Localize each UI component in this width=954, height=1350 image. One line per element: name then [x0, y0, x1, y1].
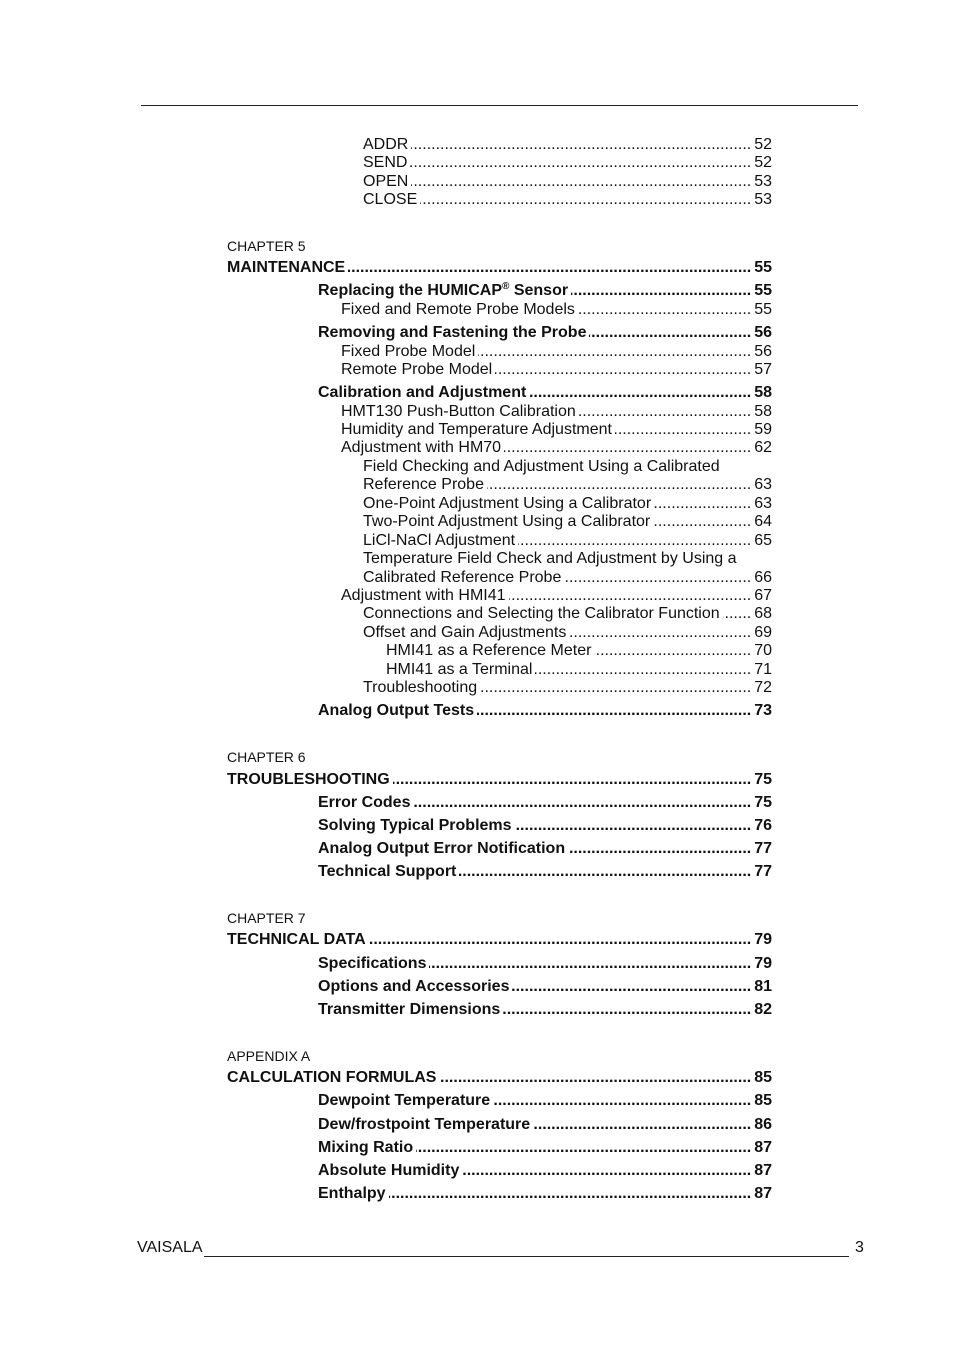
toc-entry-lead-line [0, 458, 772, 476]
dot-leader [369, 931, 752, 949]
toc-entry-title [363, 191, 417, 209]
chapter-label [0, 909, 772, 927]
dot-leader [723, 605, 752, 623]
toc-entry-title-line: Field Checking and Adjustment Using a Calibrated [363, 457, 720, 475]
toc-entry-title-text: Error Codes [318, 793, 411, 811]
toc-entry-title-text: Calibration and Adjustment [318, 384, 527, 402]
toc-entry-title-text: Two-Point Adjustment Using a Calibrator [363, 513, 651, 531]
toc-entry [0, 421, 772, 439]
toc-entry-title [318, 863, 456, 881]
toc-entry-page: 55 [754, 300, 772, 318]
toc-entry-title-text: Mixing Ratio [318, 1138, 414, 1156]
toc-entry-title [318, 978, 509, 996]
toc-entry-title [227, 771, 390, 789]
toc-entry-page: 55 [754, 282, 772, 300]
dot-leader [348, 259, 751, 277]
toc-entry [0, 817, 772, 835]
chapter-label [0, 1047, 772, 1065]
dot-leader [429, 955, 751, 973]
dot-leader [518, 532, 751, 550]
toc-entry-title-text: CALCULATION FORMULAS [227, 1069, 437, 1087]
toc-entry-page: 52 [754, 154, 772, 172]
dot-leader [579, 403, 751, 421]
dot-leader [615, 421, 751, 439]
toc-entry-title-text: Transmitter Dimensions [318, 1001, 501, 1018]
toc-entry-title [318, 1139, 413, 1157]
dot-leader [462, 1162, 751, 1180]
toc-entry-title [363, 532, 515, 550]
toc-entry-page: 85 [754, 1069, 772, 1087]
toc-entry-title [318, 324, 586, 342]
toc-entry-title-text: One-Point Adjustment Using a Calibrator [363, 494, 652, 512]
toc-entry-page: 71 [754, 660, 772, 678]
dot-leader [411, 173, 751, 191]
toc-entry-title-text: LiCl-NaCl Adjustment [363, 531, 516, 549]
toc-entry-page: 87 [754, 1138, 772, 1156]
dot-leader [515, 817, 752, 835]
chapter-label-text: CHAPTER 6 [227, 749, 306, 766]
toc-entry-title-text: TROUBLESHOOTING [227, 770, 390, 788]
toc-entry-title-text: Removing and Fastening the Probe [318, 324, 587, 342]
toc-entry-title [341, 421, 612, 439]
toc-entry-title-text: Dewpoint Temperature [318, 1092, 491, 1110]
toc-entry-title [363, 495, 651, 513]
toc-entry-page: 53 [754, 191, 772, 209]
toc-entry-title-text: Connections and Selecting the Calibrator Function [363, 605, 720, 623]
dot-leader [459, 863, 751, 881]
toc-entry [0, 384, 772, 402]
dot-leader [503, 1001, 751, 1019]
toc-entry-title [318, 1162, 459, 1180]
toc-entry [0, 978, 772, 996]
dot-leader [439, 1069, 751, 1087]
dot-leader [535, 661, 751, 679]
toc-entry-title [227, 931, 366, 949]
dot-leader [578, 301, 751, 319]
footer-rule [204, 1256, 849, 1257]
toc-entry [0, 403, 772, 421]
toc-entry-page: 79 [754, 931, 772, 949]
toc-entry-title [227, 259, 345, 277]
toc-entry-title-text: Analog Output Tests [318, 702, 475, 720]
toc-entry-page: 79 [754, 954, 772, 972]
toc-entry [0, 1139, 772, 1157]
toc-entry-title-text: Absolute Humidity [318, 1161, 460, 1179]
toc-entry-title [318, 702, 474, 720]
toc-entry-title-text: Analog Output Error Notification [318, 840, 566, 858]
toc-entry [0, 840, 772, 858]
toc-entry-title-text: OPEN [363, 172, 409, 190]
toc-entry [0, 154, 772, 172]
toc-entry-title-text: Reference Probe [363, 476, 484, 494]
toc-entry [0, 495, 772, 513]
dot-leader [569, 624, 751, 642]
dot-leader [529, 384, 751, 402]
toc-entry-title [341, 361, 492, 379]
toc-entry-title [341, 587, 506, 605]
toc-entry [0, 605, 772, 623]
toc-entry-page: 69 [754, 623, 772, 641]
toc-entry-title-text: HMI41 as a Terminal [386, 660, 533, 678]
toc-entry-title-text: Technical Support [318, 863, 457, 881]
toc-entry [0, 702, 772, 720]
chapter-label [0, 748, 772, 766]
toc-entry-page: 58 [754, 402, 772, 420]
toc-entry-title-text: Fixed and Remote Probe Models [341, 300, 575, 318]
toc-entry-page: 62 [754, 439, 772, 457]
dot-leader [480, 679, 751, 697]
chapter-title-entry [0, 259, 772, 277]
toc-entry-page: 66 [754, 568, 772, 586]
dot-leader [420, 191, 751, 209]
chapter-label-text: CHAPTER 5 [227, 238, 306, 255]
toc-entry-title-text: HMI41 as a Reference Meter [386, 642, 592, 660]
chapter-title-entry [0, 771, 772, 789]
toc-entry-title-text: Options and Accessories [318, 977, 510, 995]
dot-leader [512, 978, 751, 996]
toc-entry-title-text: Specifications [318, 954, 427, 972]
toc-entry-page: 77 [754, 840, 772, 858]
dot-leader [571, 282, 751, 300]
toc-entry-title-text: ADDR [363, 135, 409, 153]
toc-entry-page: 58 [754, 384, 772, 402]
toc-entry-title-text: Calibrated Reference Probe [363, 568, 562, 586]
toc-entry [0, 282, 772, 300]
toc-entry-page: 73 [754, 702, 772, 720]
dot-leader [589, 324, 751, 342]
toc-entry [0, 1116, 772, 1134]
footer-brand: VAISALA [137, 1239, 203, 1256]
toc-entry-title [386, 661, 532, 679]
toc-entry-page: 75 [754, 770, 772, 788]
toc-entry [0, 343, 772, 361]
dot-leader [389, 1185, 752, 1203]
toc-entry-title [363, 173, 408, 191]
table-of-contents [0, 136, 772, 1204]
toc-entry [0, 476, 772, 494]
dot-leader [495, 361, 751, 379]
dot-leader [504, 439, 751, 457]
toc-entry-title [341, 343, 475, 361]
toc-entry-title [341, 439, 501, 457]
toc-entry [0, 1185, 772, 1203]
dot-leader [653, 513, 751, 531]
toc-entry [0, 955, 772, 973]
toc-entry-title-text: Humidity and Temperature Adjustment [341, 421, 612, 439]
toc-entry [0, 136, 772, 154]
toc-entry-title-text: Dew/frostpoint Temperature [318, 1115, 531, 1133]
toc-entry-page: 81 [754, 977, 772, 995]
toc-entry-title-text: HMT130 Push-Button Calibration [341, 402, 576, 420]
toc-entry-title [363, 476, 484, 494]
toc-entry-title [363, 136, 408, 154]
toc-entry-title [318, 817, 512, 835]
toc-entry-title [318, 955, 426, 973]
chapter-label-text: APPENDIX A [227, 1047, 311, 1064]
toc-entry [0, 1162, 772, 1180]
header-rule [141, 105, 858, 106]
dot-leader [493, 1092, 751, 1110]
toc-entry [0, 679, 772, 697]
dot-leader [509, 587, 752, 605]
toc-entry-title-text: Solving Typical Problems [318, 816, 512, 834]
toc-entry-page: 56 [754, 324, 772, 342]
toc-entry [0, 661, 772, 679]
toc-entry-title [363, 513, 650, 531]
toc-entry-title-text: Offset and Gain Adjustments [363, 623, 567, 641]
toc-entry-lead-line [0, 550, 772, 568]
dot-leader [410, 154, 751, 172]
dot-leader [416, 1139, 751, 1157]
chapter-title-entry [0, 1069, 772, 1087]
dot-leader [477, 702, 751, 720]
toc-entry [0, 324, 772, 342]
toc-entry-title [386, 642, 591, 660]
dot-leader [411, 136, 751, 154]
toc-entry [0, 439, 772, 457]
toc-entry-page: 52 [754, 135, 772, 153]
toc-entry [0, 587, 772, 605]
toc-entry-title-text: Adjustment with HMI41 [341, 586, 506, 604]
dot-leader [564, 569, 751, 587]
toc-entry-title [318, 840, 565, 858]
toc-entry-title-text: Adjustment with HM70 [341, 439, 502, 457]
toc-entry-page: 87 [754, 1185, 772, 1203]
toc-entry-page: 56 [754, 342, 772, 360]
chapter-title-entry [0, 931, 772, 949]
dot-leader [533, 1116, 751, 1134]
toc-entry [0, 301, 772, 319]
toc-entry-page: 75 [754, 793, 772, 811]
toc-entry-page: 64 [754, 513, 772, 531]
toc-entry [0, 513, 772, 531]
toc-entry [0, 642, 772, 660]
toc-entry-title [318, 384, 526, 402]
toc-entry-page: 67 [754, 586, 772, 604]
dot-leader [478, 343, 751, 361]
chapter-label-text: CHAPTER 7 [227, 910, 306, 927]
toc-entry [0, 1092, 772, 1110]
toc-entry-title [363, 679, 477, 697]
toc-entry-page: 82 [754, 1001, 772, 1018]
toc-entry-title-text: Enthalpy [318, 1185, 386, 1203]
toc-entry [0, 794, 772, 812]
toc-entry [0, 173, 772, 191]
toc-entry-title-text: Remote Probe Model [341, 360, 493, 378]
toc-entry-title [363, 605, 720, 623]
toc-entry-title [363, 624, 566, 642]
toc-entry-title-text: SEND [363, 154, 408, 172]
toc-entry [0, 1001, 772, 1019]
toc-entry-title [318, 1116, 530, 1134]
toc-entry-page: 86 [754, 1115, 772, 1133]
toc-entry-title [318, 1092, 490, 1110]
toc-entry-page: 65 [754, 531, 772, 549]
toc-entry-title [318, 1001, 500, 1019]
toc-entry-page: 68 [754, 605, 772, 623]
toc-entry-page: 76 [754, 816, 772, 834]
dot-leader [393, 771, 752, 789]
toc-entry-title [341, 301, 575, 319]
dot-leader [654, 495, 751, 513]
toc-entry [0, 191, 772, 209]
toc-entry-page: 63 [754, 494, 772, 512]
toc-entry [0, 624, 772, 642]
toc-entry [0, 863, 772, 881]
dot-leader [487, 476, 751, 494]
toc-entry-title-text: MAINTENANCE [227, 259, 346, 277]
toc-entry-title [341, 403, 576, 421]
toc-entry-title-end: Sensor [509, 282, 569, 300]
toc-entry-page: 63 [754, 476, 772, 494]
dot-leader [594, 642, 751, 660]
registered-mark: ® [502, 281, 510, 293]
toc-entry-title-text: Fixed Probe Model [341, 342, 476, 360]
toc-entry-title [227, 1069, 436, 1087]
dot-leader [568, 840, 751, 858]
toc-entry-page: 59 [754, 421, 772, 439]
toc-entry-page: 70 [754, 642, 772, 660]
toc-entry [0, 569, 772, 587]
toc-entry-page: 55 [754, 259, 772, 277]
toc-entry-title [318, 282, 568, 300]
toc-entry-page: 53 [754, 172, 772, 190]
toc-entry-page: 72 [754, 679, 772, 697]
toc-entry-title [318, 794, 410, 812]
toc-entry-title [318, 1185, 386, 1203]
toc-entry-page: 87 [754, 1161, 772, 1179]
toc-entry-page: 77 [754, 863, 772, 881]
toc-entry-title [363, 569, 561, 587]
toc-entry-title-text: CLOSE [363, 191, 418, 209]
chapter-label [0, 237, 772, 255]
footer-page-number: 3 [855, 1239, 864, 1256]
toc-entry-page: 57 [754, 360, 772, 378]
toc-entry-title-line: Temperature Field Check and Adjustment by Using a [363, 550, 737, 568]
toc-entry-title [363, 154, 407, 172]
toc-entry [0, 532, 772, 550]
toc-entry [0, 361, 772, 379]
toc-entry-page: 85 [754, 1092, 772, 1110]
toc-entry-title-text: Replacing the HUMICAP [318, 282, 503, 300]
toc-entry-title-text: Troubleshooting [363, 679, 478, 697]
dot-leader [413, 794, 751, 812]
toc-entry-title-text: TECHNICAL DATA [227, 931, 366, 949]
